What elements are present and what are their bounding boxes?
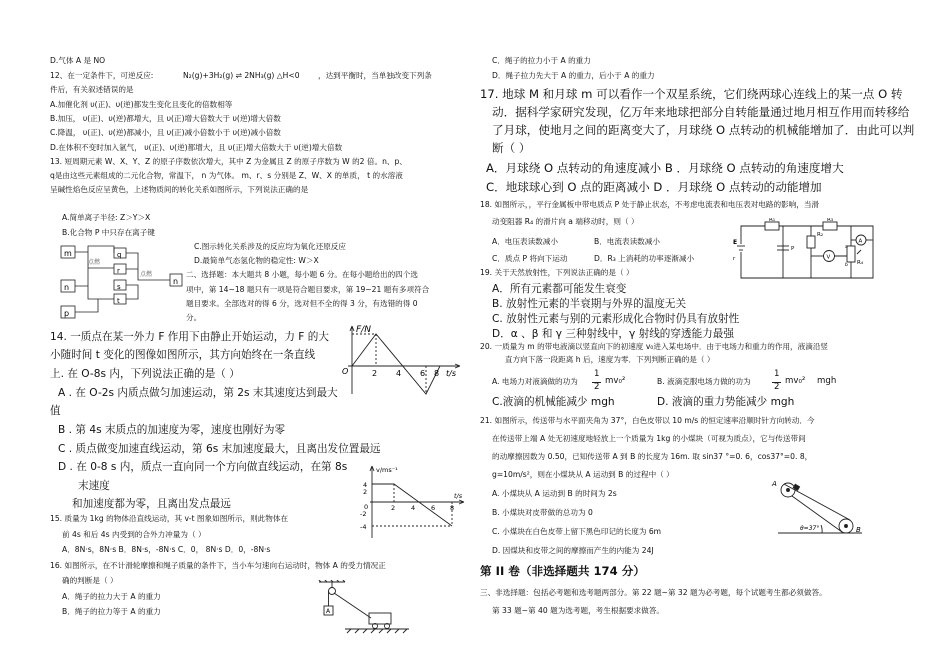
q20-option-d: D. 液滴的重力势能减少 mgh: [657, 396, 795, 408]
svg-text:O: O: [342, 367, 349, 376]
svg-text:6: 6: [431, 504, 436, 512]
q16-stem-2: 确的判断是（ ）: [62, 576, 118, 585]
q20-b-half-denominator: 2: [774, 382, 780, 392]
svg-text:A: A: [772, 480, 777, 488]
svg-text:-2: -2: [360, 510, 367, 518]
q14-option-d-1: D . 在 0-8 s 内，质点一直向同一个方向做直线运动，在第 8s: [58, 461, 348, 473]
q20-b-mv0sq: mv₀²: [785, 376, 806, 386]
section3-line-2: 第 33 题~第 40 题为选考题，考生根据要求做答。: [492, 606, 665, 615]
q12-option-d: D.在体积不变时加入氩气， υ(正)、υ(逆)都增大，且 υ(正)增大倍数大于 υ(逆)增大倍数: [50, 143, 343, 152]
q20-option-a: A. 电场力对液滴做的功为: [492, 377, 578, 386]
svg-text:0: 0: [364, 503, 369, 511]
q14-option-d-2: 末速度: [78, 480, 110, 492]
circuit-diagram: [733, 218, 879, 284]
svg-text:a: a: [845, 245, 848, 250]
q13-stem-3: 呈碱性焰色反应呈黄色，上述物质间的转化关系如图所示，下列说法正确的是: [50, 185, 309, 194]
section2-line-4: 分。: [186, 313, 202, 322]
q20-b-half-numerator: 1: [774, 369, 780, 379]
svg-text:q: q: [117, 251, 122, 259]
q12-stem-2: ，达到平衡时，当单独改变下列条: [318, 71, 432, 80]
svg-text:R₁: R₁: [769, 218, 776, 223]
svg-text:A: A: [326, 608, 331, 615]
section2-line-3: 题目要求。全部选对的得 6 分，选对但不全的得 3 分，有选错的得 0: [186, 299, 418, 308]
q15-stem-2: 前 4s 和后 4s 内受到的合外力冲量为（ ）: [62, 530, 206, 539]
svg-text:b: b: [845, 263, 848, 268]
q18-option-a: A．电压表读数减小: [492, 237, 558, 246]
q18-option-c: C．质点 P 将向下运动: [492, 254, 568, 263]
q20-b-mgh: mgh: [817, 376, 837, 386]
q14-option-c: C . 质点做变加速直线运动，第 6s 末加速度最大，且离出发位置最远: [58, 443, 381, 455]
q21-option-a: A. 小煤块从 A 运动到 B 的时间为 2s: [492, 489, 617, 498]
q12-stem-3: 件后，有关叙述错误的是: [50, 85, 134, 94]
svg-text:t/s: t/s: [446, 369, 456, 378]
q17-option-cd: C．地球球心到 O 点的距离减小 D ．月球绕 O 点转动的动能增加: [486, 180, 822, 194]
q16-option-b: B．绳子的拉力等于 A 的重力: [62, 607, 161, 616]
svg-text:m: m: [64, 249, 72, 258]
svg-text:2: 2: [363, 488, 368, 496]
svg-text:R₂: R₂: [817, 232, 824, 238]
svg-text:E: E: [733, 239, 738, 246]
q13-option-c: C.图示转化关系涉及的反应均为氧化还原反应: [194, 242, 346, 251]
svg-text:R₄: R₄: [857, 260, 864, 266]
q12-stem-1: 12、在一定条件下，可逆反应:: [50, 71, 154, 80]
q17-stem-2: 动．据科学家研究发现，亿万年来地球把部分自转能量通过地月相互作用而转移给: [492, 105, 910, 119]
q17-stem-3: 了月球，使地月之间的距离变大了，月球绕 O 点转动的机械能增加了．由此可以判: [492, 123, 915, 137]
svg-text:4: 4: [411, 504, 416, 512]
svg-text:v/ms⁻¹: v/ms⁻¹: [376, 466, 398, 474]
chem-transform-diagram: [58, 240, 188, 324]
q20-stem-2: 直方向下落一段距离 h 后，速度为零．下列判断正确的是（ ）: [505, 355, 715, 364]
q21-option-d: D. 因煤块和皮带之间的摩擦而产生的内能为 24J: [492, 546, 654, 555]
svg-text:s: s: [117, 283, 121, 291]
q19-option-d: D．α 、β 和 γ 三种射线中，γ 射线的穿透能力最强: [492, 328, 734, 340]
svg-text:θ=37°: θ=37°: [800, 525, 820, 532]
part-2-heading: 第 II 卷（非选择题共 174 分）: [480, 564, 645, 578]
q13-stem-1: 13. 短周期元素 W、X、Y、Z 的原子序数依次增大，其中 Z 为金属且 Z 的原子序数为 W 的2 倍。n、p、: [50, 157, 407, 166]
velocity-time-graph: [360, 462, 470, 540]
q14-stem-2: 小随时间 t 变化的图像如图所示，其方向始终在一条直线: [50, 349, 316, 361]
q12-equation: N₂(g)+3H₂(g) ⇌ 2NH₃(g) △H<0: [183, 71, 300, 80]
svg-text:2: 2: [391, 504, 396, 512]
svg-text:R₃: R₃: [827, 218, 834, 223]
pulley-cart-diagram: [305, 580, 415, 636]
q18-option-b: B．电流表读数减小: [594, 237, 660, 246]
svg-text:8: 8: [434, 369, 440, 378]
q14-option-d-3: 和加速度都为零，且离出发点最远: [72, 498, 231, 510]
q17-stem-1: 17. 地球 M 和月球 m 可以看作一个双星系统，它们绕两球心连线上的某一点 O 转: [480, 87, 903, 101]
svg-text:F/N: F/N: [356, 325, 371, 335]
q19-stem: 19. 关于天然放射性，下列说法正确的是（ ）: [480, 268, 634, 277]
section2-line-1: 二、选择题：本大题共 8 小题，每小题 6 分。在每小题给出的四个选: [186, 270, 418, 279]
q20-option-c: C.液滴的机械能减少 mgh: [492, 396, 615, 408]
q11-option-d: D.气体 A 是 NO: [50, 56, 106, 65]
q19-option-a: A．所有元素都可能发生衰变: [492, 283, 627, 295]
svg-text:r: r: [117, 267, 120, 275]
q14-option-b: B . 第 4s 末质点的加速度为零，速度也刚好为零: [58, 424, 286, 436]
q19-option-c: C. 放射性元素与别的元素形成化合物时仍具有放射性: [492, 313, 740, 325]
svg-text:t: t: [117, 297, 120, 305]
svg-text:r: r: [733, 256, 736, 262]
q20-stem-1: 20. 一质量为 m 的带电液滴以竖直向下的初速度 v₀进入某电场中．由于电场力和重力的作用，液滴沿竖: [480, 342, 829, 351]
q21-stem-4: g=10m/s²，则在小煤块从 A 运动到 B 的过程中（ ）: [492, 470, 674, 479]
q18-stem-2: 动变阻器 R₄ 的滑片向 a 端移动时，则（ ）: [492, 217, 639, 226]
q21-option-b: B. 小煤块对皮带做的总功为 0: [492, 508, 593, 517]
svg-text:8: 8: [450, 504, 455, 512]
q14-option-a-1: A . 在 O-2s 内质点做匀加速运动，第 2s 末其速度达到最大: [58, 387, 338, 399]
svg-text:6: 6: [420, 369, 426, 378]
svg-text:B: B: [856, 526, 861, 534]
q21-stem-1: 21. 如图所示，传送带与水平面夹角为 37°，白色皮带以 10 m/s 的恒定速率沿顺时针方向转动．今: [480, 416, 815, 425]
section2-line-2: 项中，第 14~18 题只有一项是符合题目要求，第 19~21 题有多项符合: [186, 285, 430, 294]
svg-text:2: 2: [372, 369, 378, 378]
svg-text:点燃: 点燃: [140, 271, 153, 278]
force-time-graph: [338, 322, 468, 398]
q13-option-a: A.简单离子半径: Z＞Y＞X: [62, 213, 151, 222]
section3-line-1: 三、非选择题：包括必考题和选考题两部分。第 22 题~第 32 题为必考题，每个试题考生都必须做答。: [480, 588, 827, 597]
svg-text:P: P: [791, 246, 795, 252]
q19-option-b: B. 放射性元素的半衰期与外界的温度无关: [492, 298, 687, 310]
q13-stem-2: q是由这些元素组成的二元化合物，常温下， n 为气体。 m、r、s 分别是 Z、W、X 的单质， t 的水溶液: [50, 171, 403, 180]
q12-option-b: B.加压， υ(正)、υ(逆)都增大，且 υ(正)增大倍数大于 υ(逆)增大倍数: [50, 114, 281, 123]
svg-text:t/s: t/s: [454, 492, 463, 500]
q20-option-b: B. 液滴克服电场力做的功为: [657, 377, 751, 386]
svg-text:n: n: [173, 277, 179, 286]
svg-text:4: 4: [396, 369, 402, 378]
q18-option-d: D．R₃ 上消耗的功率逐渐减小: [594, 254, 695, 263]
q13-option-d: D.最简单气态氢化物的稳定性: W＞X: [194, 256, 319, 265]
q13-option-b: B.化合物 P 中只存在离子键: [62, 228, 155, 237]
q15-stem-1: 15. 质量为 1kg 的物体沿直线运动，其 v-t 图象如图所示，则此物体在: [50, 514, 289, 523]
q16-option-c: C．绳子的拉力小于 A 的重力: [492, 56, 591, 65]
q21-stem-3: 的动摩擦因数为 0.50，已知传送带 A 到 B 的长度为 16m. 取 sin37 °=0. 6，cos37°=0. 8，: [492, 452, 813, 461]
svg-text:p: p: [64, 309, 70, 318]
q20-a-half-numerator: 1: [594, 369, 600, 379]
svg-text:点燃: 点燃: [88, 259, 101, 266]
q20-a-mv0sq: mv₀²: [605, 376, 626, 386]
q16-option-a: A．绳子的拉力大于 A 的重力: [62, 592, 161, 601]
q15-options: A．8N·s，8N·s B．8N·s，-8N·s C．0， 8N·s D．0，-8N·s: [62, 545, 271, 554]
q17-option-ab: A．月球绕 O 点转动的角速度减小 B ．月球绕 O 点转动的角速度增大: [486, 161, 844, 175]
q16-option-d: D．绳子拉力先大于 A 的重力，后小于 A 的重力: [492, 71, 655, 80]
svg-text:n: n: [64, 283, 70, 292]
conveyor-belt-diagram: [770, 476, 870, 540]
q14-stem-1: 14. 一质点在某一外力 F 作用下由静止开始运动，力 F 的大: [50, 331, 329, 343]
q12-option-a: A.加催化剂 υ(正)、υ(逆)都发生变化且变化的倍数相等: [50, 100, 233, 109]
q14-stem-3: 上. 在 O-8s 内，下列说法正确的是（ ）: [50, 368, 240, 380]
q18-stem-1: 18. 如图所示，，平行金属板中带电质点 P 处于静止状态，不考虑电流表和电压表对电路的影响，当滑: [480, 200, 820, 209]
q21-stem-2: 在传送带上端 A 处无初速度地轻放上一个质量为 1kg 的小煤块（可视为质点），它与传送带间: [492, 434, 806, 443]
q20-a-half-denominator: 2: [594, 382, 600, 392]
svg-text:4: 4: [363, 481, 368, 489]
svg-text:V: V: [826, 254, 831, 261]
svg-text:A: A: [858, 238, 863, 245]
q16-stem-1: 16. 如图所示，在不计滑轮摩擦和绳子质量的条件下，当小车匀速向右运动时，物体 A 的受力情况正: [50, 561, 386, 570]
q14-option-a-2: 值: [50, 405, 61, 417]
q12-option-c: C.降温， υ(正)、υ(逆)都减小，且 υ(正)减小倍数小于 υ(逆)减小倍数: [50, 128, 281, 137]
q21-option-c: C. 小煤块在白色皮带上留下黑色印记的长度为 6m: [492, 527, 662, 536]
svg-text:-4: -4: [360, 523, 367, 531]
q17-stem-4: 断（ ）: [492, 141, 531, 155]
